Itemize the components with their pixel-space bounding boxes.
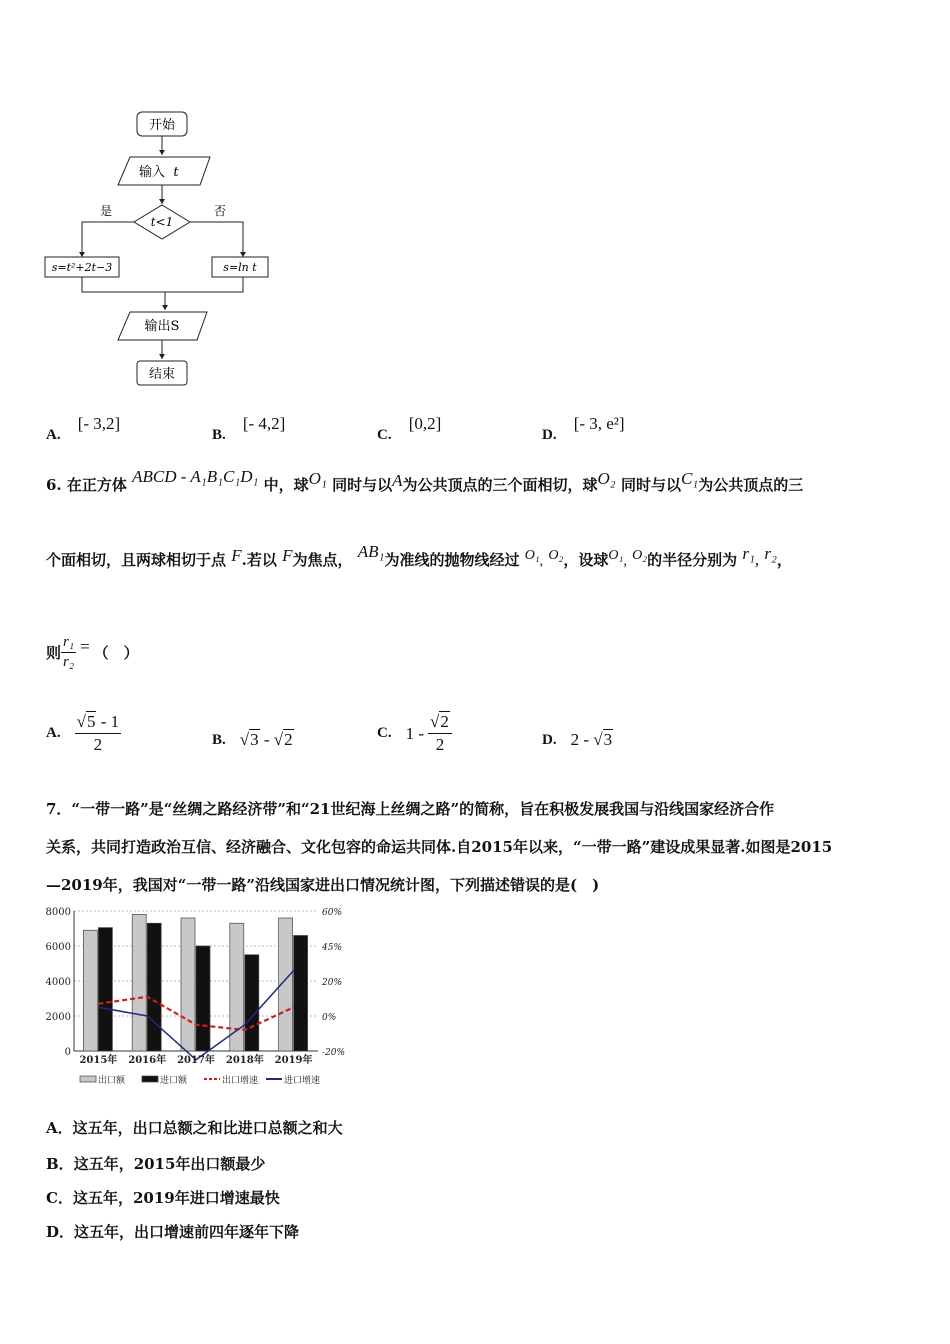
x-tick-label: 2018年 xyxy=(225,1055,264,1066)
legend-swatch xyxy=(80,1076,96,1082)
q7-option-a[interactable]: A．这五年，出口总额之和比进口总额之和大 xyxy=(46,1119,343,1137)
q5-option-c-value: [0,2] xyxy=(408,414,442,433)
q6-option-b-value: √3 - √2 xyxy=(239,730,293,749)
legend-label: 进口额 xyxy=(160,1076,188,1086)
q6-line-1: 6. 在正方体 ABCD - A₁B₁C₁D₁ 中，球O₁ 同时与以A为公共顶点的三个面相切，球O₂ 同时与以C₁为公共顶点的三 xyxy=(46,467,804,494)
y2-tick-label: 45% xyxy=(322,943,343,953)
y-tick-label: 8000 xyxy=(45,907,71,918)
q5-option-c[interactable]: C. [0,2] xyxy=(377,414,442,443)
bar-import xyxy=(147,923,161,1051)
q7-option-c[interactable]: C．这五年，2019年进口增速最快 xyxy=(46,1189,280,1207)
q5-options xyxy=(46,414,926,444)
legend-label: 出口增速 xyxy=(222,1076,259,1086)
bar-import xyxy=(245,955,259,1051)
bar-import xyxy=(196,946,210,1051)
q6-option-a-value: $\frac{√5 - 1}{2}$ xyxy=(76,712,120,754)
flow-condition-text: t<1 xyxy=(150,215,174,229)
q5-option-a-value: [- 3,2] xyxy=(77,414,121,433)
q7-line-2: 关系，共同打造政治互信、经济融合、文化包容的命运共同体.自2015年以来，“一带一路”建设成果显著.如图是2015 xyxy=(46,838,833,856)
flow-left-text: s=t²+2t−3 xyxy=(51,261,113,274)
y-tick-label: 2000 xyxy=(45,1012,71,1023)
legend-swatch xyxy=(142,1076,158,1082)
q7-option-d[interactable]: D．这五年，出口增速前四年逐年下降 xyxy=(46,1223,300,1241)
q6-ratio-fraction: $\frac{\text{r₁}}{\text{r₂}}$ xyxy=(63,634,75,670)
bar-import xyxy=(98,928,112,1051)
q6-option-a[interactable]: A. $\frac{√5 - 1}{2}$ xyxy=(46,712,120,754)
bar-export xyxy=(181,918,195,1051)
flow-output-text: 输出S xyxy=(144,319,180,334)
y2-tick-label: 0% xyxy=(322,1013,337,1023)
bar-export xyxy=(83,930,97,1051)
bar-export xyxy=(132,915,146,1052)
y-tick-label: 0 xyxy=(64,1047,71,1058)
q7-option-b[interactable]: B．这五年，2015年出口额最少 xyxy=(46,1155,266,1173)
x-tick-label: 2017年 xyxy=(177,1055,215,1066)
flow-end-text: 结束 xyxy=(148,367,176,382)
q5-option-d[interactable]: D. [- 3, e²] xyxy=(542,414,625,443)
q6-options xyxy=(46,712,926,772)
y2-tick-label: -20% xyxy=(322,1048,346,1058)
q6-cube: ABCD - A₁B₁C₁D₁ xyxy=(132,467,259,486)
flow-yes-label: 是 xyxy=(99,204,113,218)
q7-line-1: 7．“一带一路”是“丝绸之路经济带”和“21世纪海上丝绸之路”的简称，旨在积极发展我国与沿线国家经济合作 xyxy=(46,800,775,818)
bar-import xyxy=(294,936,308,1052)
q6-option-b[interactable]: B. √3 - √2 xyxy=(212,730,293,749)
q6-option-d[interactable]: D. 2 - √3 xyxy=(542,730,613,749)
legend-label: 进口增速 xyxy=(284,1076,321,1086)
q5-option-b[interactable]: B. [- 4,2] xyxy=(212,414,286,443)
q5-option-a[interactable]: A. [- 3,2] xyxy=(46,414,121,443)
flowchart xyxy=(40,105,280,395)
trade-chart xyxy=(40,903,360,1093)
flow-right-text: s=ln t xyxy=(223,261,257,274)
q6-option-c-value: $\frac{√2}{2}$ xyxy=(428,712,452,755)
y2-tick-label: 20% xyxy=(322,978,343,988)
y-tick-label: 6000 xyxy=(45,942,71,953)
x-tick-label: 2015年 xyxy=(79,1055,118,1066)
legend-label: 出口额 xyxy=(98,1076,126,1086)
q5-option-d-value: [- 3, e²] xyxy=(573,414,625,433)
q5-option-b-value: [- 4,2] xyxy=(242,414,286,433)
q6-line-3: 则 $\frac{\text{r₁}}{\text{r₂}}$ = （ ） xyxy=(46,634,139,670)
q7-line-3: —2019年，我国对“一带一路”沿线国家进出口情况统计图，下列描述错误的是( ) xyxy=(46,876,600,894)
x-tick-label: 2019年 xyxy=(274,1055,313,1066)
x-tick-label: 2016年 xyxy=(128,1055,167,1066)
q6-option-d-value: 2 - √3 xyxy=(570,730,613,749)
q6-option-c[interactable]: C. 1 - $\frac{√2}{2}$ xyxy=(377,712,452,755)
flow-no-label: 否 xyxy=(213,204,227,218)
y2-tick-label: 60% xyxy=(322,908,343,918)
flow-input-text: 输入 xyxy=(138,165,166,180)
y-tick-label: 4000 xyxy=(45,977,71,988)
q6-line-2: 个面相切，且两球相切于点 F.若以 F为焦点， AB₁为准线的抛物线经过 O₁, O₂，设球O₁, O₂的半径分别为 r₁, r₂， xyxy=(46,542,792,569)
flow-start-text: 开始 xyxy=(148,118,176,133)
flow-input-var: t xyxy=(173,165,179,180)
bar-export xyxy=(230,923,244,1051)
